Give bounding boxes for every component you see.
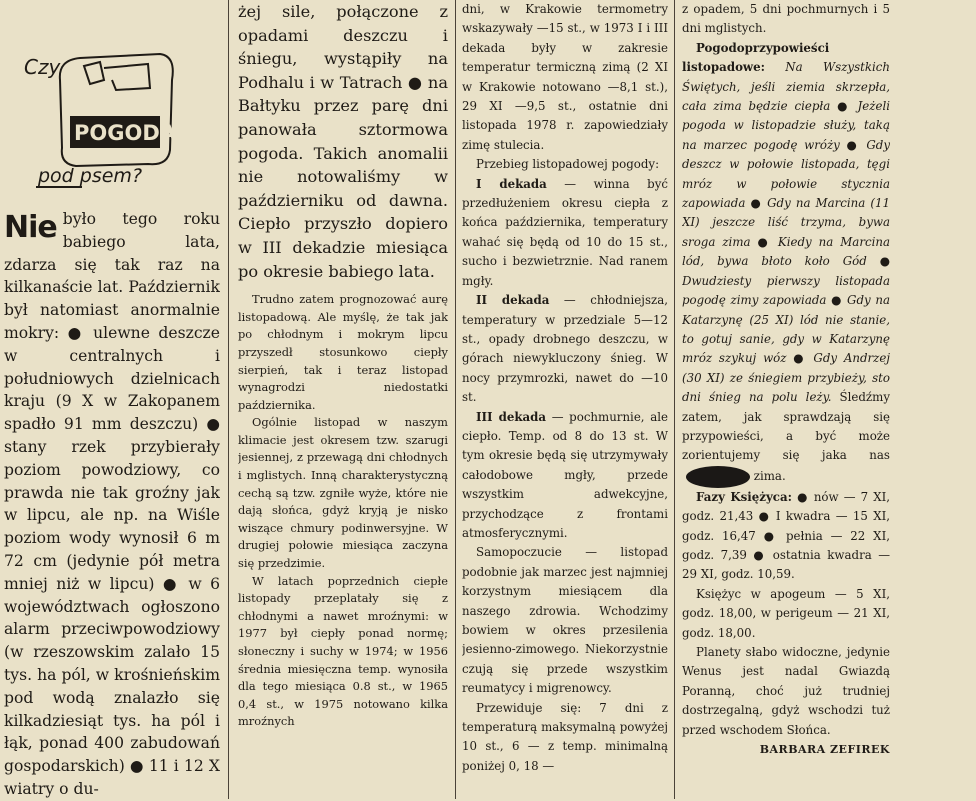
dekada-1-text: — winna być przedłużeniem okresu ciepła z końca października, temperatury wahać się będą od 10 do 15 st., sucho i bezwietrznie. Nad ranem mgły. xyxy=(462,176,668,288)
dekada-1-label: I dekada xyxy=(476,176,547,191)
column-1 xyxy=(4,208,220,801)
apogee-text: Księżyc w apogeum — 5 XI, godz. 18,00, w perigeum — 21 XI, godz. 18,00. xyxy=(682,586,890,640)
column-2 xyxy=(238,0,448,731)
col3-text1: dni, w Krakowie termometry wskazywały —15 st., w 1973 I i III dekada były w zakresie temperatur termiczną zimą (2 XI w Krakowie notowano —8,1 st.), 29 XI —9,5 st., ostatnie dni listopada 1978 r. zapowiedziały zimę stulecia. xyxy=(462,2,668,152)
col2-text4: W latach poprzednich ciepłe listopady przeplatały się z chłodnymi a nawet mroźnymi: w 1977 był ciepły ponad normę; słoneczny i suchy w 1974; w 1956 średnia miesięczna temp. wynosiła dla tego miesiąca 0.8 st., w 1965 0,4 st., w 1975 notowano kilka mroźnych xyxy=(238,573,448,729)
moon-phases-text: ● nów — 7 XI, godz. 21,43 ● I kwadra — 15 XI, godz. 16,47 ● pełnia — 22 XI, godz. 7,39 ● ostatnia kwadra — 29 XI, godz. 10,59. xyxy=(682,489,890,582)
planets-text: Planety słabo widoczne, jedynie Wenus jest nadal Gwiazdą Poranną, choć już trudniej dostrzegalną, gdyż wschodzi tuż przed wschodem Słońca. xyxy=(682,645,890,737)
col3-text2: Przebieg listopadowej pogody: xyxy=(476,157,660,172)
col2-text3: Ogólnie listopad w naszym klimacie jest okresem tzw. szarugi jesiennej, z przewagą dni chłodnych i mglistych. Inną charakterystyczną cechą są tzw. zgniłe wyże, które nie dają słońca, gdyż kryją je nisko wiszące chmury podinwersyjne. W drugiej połowie miesiąca zaczyna się przedzimie. xyxy=(238,415,448,571)
dekada-2-text: — chłodniejsza, temperatury w przedziale 5—12 st., opady drobnego deszczu, w górach niewykluczony śnieg. W nocy przymrozki, nawet do —10 st. xyxy=(462,293,668,405)
logo-text-czy: Czy xyxy=(24,55,61,79)
dekada-3-label: III dekada xyxy=(476,409,547,424)
col2-text2: Trudno zatem prognozować aurę listopadową. Ale myślę, że tak jak po chłodnym i mokrym lipcu przyszedł stosunkowo ciepły sierpień, tak i teraz listopad wynagrodzi niedostatki października. xyxy=(238,292,448,412)
col1-text: było tego roku babiego lata, zdarza się tak raz na kilkanaście lat. Październik był natomiast anormalnie mokry: ● ulewne deszcze w centralnych i południowych dzielnicach kraju (9 X w Zakopanem spadło 91 mm deszczu) ● stany rzek przybierały poziom powodziowy, co prawda nie tak groźny jak w lipcu, ale np. na Wiśle poziom wody wynosił 6 m 72 cm (jedynie pół metra mniej niż w lipcu) ● w 6 województwach ogłoszono alarm przeciwpowodziowy (w rzeszowskim zalało 15 tys. ha pól, w krośnieńskim pod wodą znalazło się kilkadziesiąt tys. ha pól i łąk, ponad 400 zabudowań gospodarskich) ● 11 i 12 X wiatry o du- xyxy=(4,210,220,798)
ink-smudge xyxy=(686,466,750,488)
column-divider-1 xyxy=(228,0,229,799)
proverbs-tail: Śledźmy zatem, jak sprawdzają się przypowieści, a być może zorientujemy się jaka nas xyxy=(682,390,890,463)
proverbs-text: Na Wszystkich Świętych, jeśli ziemia skrzepła, cała zima będzie ciepła ● Jeżeli pogoda w listopadzie służy, taką na marzec pogodę wróży ● Gdy deszcz w połowie listopada, tęgi mróz w połowie stycznia zapowiada ● Gdy na Marcina (11 XI) jeszcze liść trzyma, bywa sroga zima ● Kiedy na Marcina lód, bywa błoto koło Gód ● Dwudziesty pierwszy listopada pogodę zimy zapowiada ● Gdy na Katarzynę (25 XI) lód nie stanie, to gotuj sanie, gdy w Katarzynę mróz szykuj wóz ● Gdy Andrzej (30 XI) ze śniegiem przybieży, sto dni śnieg na polu leży. xyxy=(682,60,890,405)
drop-cap-nie: Nie xyxy=(4,210,57,245)
logo-text-pod-psem: pod psem? xyxy=(38,165,143,187)
proverbs-end: zima. xyxy=(753,468,786,483)
column-divider-2 xyxy=(455,0,456,799)
moon-phases-label: Fazy Księżyca: xyxy=(696,489,792,504)
logo-text-pogoda: POGODA xyxy=(74,121,177,145)
dekada-3-text: — pochmurnie, ale ciepło. Temp. od 8 do 13 st. W tym okresie będą się utrzymywały całodobowe mgły, przede wszystkim adwekcyjne, przychodzące z frontami atmosferycznymi. xyxy=(462,409,668,540)
proverbs-label: Pogodoprzypowieści listopadowe: xyxy=(682,40,830,75)
column-divider-3 xyxy=(674,0,675,799)
dekada-2-label: II dekada xyxy=(476,293,550,308)
column-4 xyxy=(682,0,890,759)
author-signature: BARBARA ZEFIREK xyxy=(759,743,890,757)
col3-text3: Samopoczucie — listopad podobnie jak marzec jest najmniej korzystnym miesiącem dla naszego zdrowia. Wchodzimy bowiem w okres przesilenia jesienno-zimowego. Niekorzystnie czują się przede wszystkim reumatycy i migrenowcy. xyxy=(462,545,668,696)
col3-text4: Przewiduje się: 7 dni z temperaturą maksymalną powyżej 10 st., 6 — z temp. minimalną poniżej 0, 18 — xyxy=(462,700,668,773)
col2-text1: żej sile, połączone z opadami deszczu i śniegu, wystąpiły na Podhalu i w Tatrach ● na Bałtyku przez parę dni panowała sztormowa pogoda. Takich anomalii nie notowaliśmy w październiku od dawna. Ciepło przyszło dopiero w III dekadzie miesiąca po okresie babiego lata. xyxy=(238,2,448,281)
col4-text1: z opadem, 5 dni pochmurnych i 5 dni mglistych. xyxy=(682,2,890,36)
column-3 xyxy=(462,0,668,776)
logo-czy-pogoda-pod-psem xyxy=(20,40,190,190)
